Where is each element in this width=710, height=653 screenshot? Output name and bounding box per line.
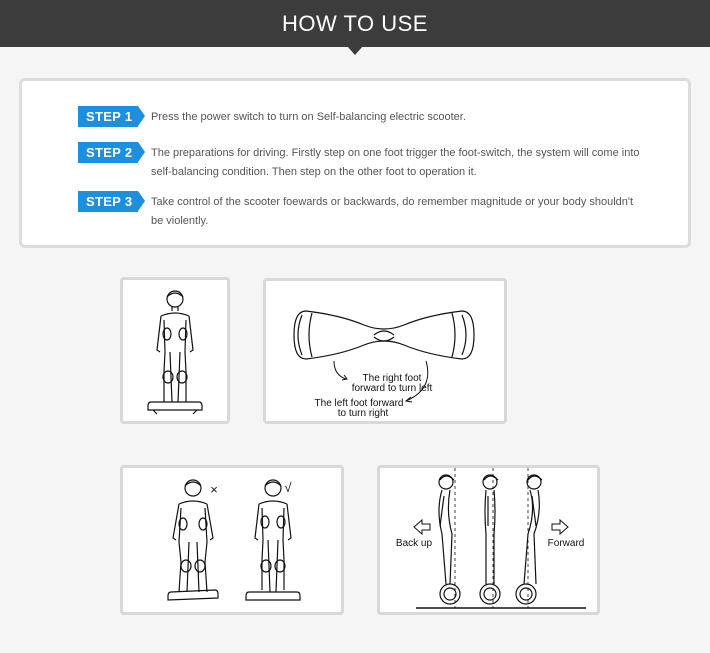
right-mark: √ [284,480,292,495]
upright-figure [480,475,500,604]
back-up-label: Back up [395,538,433,549]
leaning-back-figure [439,475,460,604]
forward-label: Forward [547,538,585,549]
step-2-text: The preparations for driving. Firstly step on one foot trigger the foot-switch, the system will come into self-balancing condition. Then step on the other foot to operation it. [151,147,640,178]
step-3-text: Take control of the scooter foewards or backwards, do remember magnitude or your body shouldn't be violently. [151,196,634,227]
leaning-forward-figure [516,475,542,604]
right-foot-label-line2: forward to turn left [351,383,433,394]
standing-rider-panel [120,277,230,424]
wrong-mark: × [210,482,218,497]
direction-panel [377,465,600,615]
step-2-badge: STEP 2 [78,142,138,163]
wrong-posture-figure [168,480,218,600]
step-1-badge: STEP 1 [78,106,138,127]
step-1-text: Press the power switch to turn on Self-balancing electric scooter. [151,111,466,123]
turning-panel [263,278,507,424]
posture-illustration [123,468,341,612]
right-foot-label-line1: The right foot [362,373,422,384]
back-arrow-icon [414,520,430,534]
page-title: HOW TO USE [282,11,428,36]
left-foot-label-line1: The left foot forward [314,398,404,409]
header-notch [347,46,363,55]
step-3-badge: STEP 3 [78,191,138,212]
posture-panel [120,465,344,615]
steps-panel [19,78,691,248]
right-posture-figure [246,480,300,600]
left-foot-label-line2: to turn right [337,408,389,419]
standing-rider-illustration [123,280,227,421]
forward-arrow-icon [552,520,568,534]
